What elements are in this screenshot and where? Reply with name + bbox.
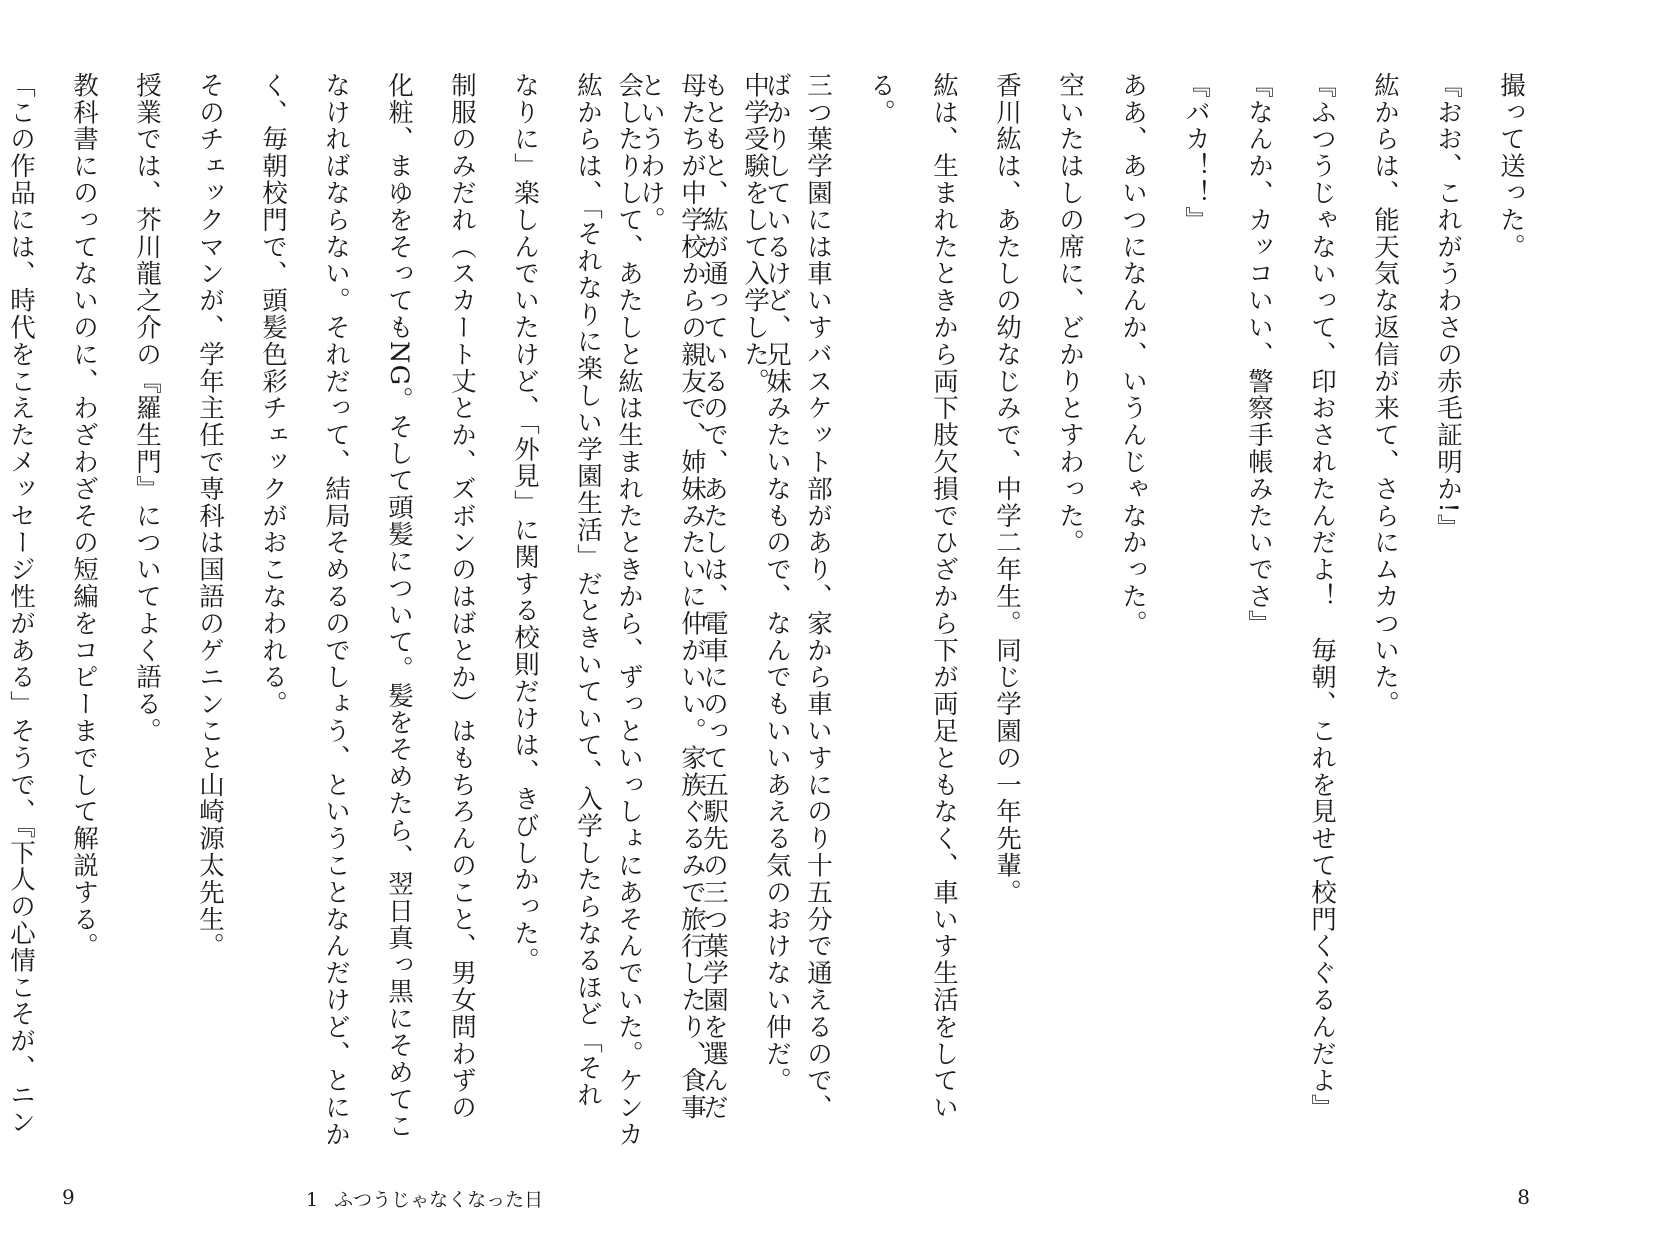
text-line: 化粧、まゆをそってもNG。そして頭髪について。髪をそめたら、翌日真っ黒にそめてこ xyxy=(384,72,414,1140)
text-line: 撮って送った。 xyxy=(1496,72,1526,261)
text-line: ああ、あいつになんか、いうんじゃなかった。 xyxy=(1118,72,1148,637)
text-line: そのチェックマンが、学年主任で専科は国語のゲニンこと山崎源太先生。 xyxy=(195,72,225,960)
chapter-number: 1 xyxy=(306,1189,319,1211)
text-line: 紘は、生まれたときから両下肢欠損でひざから下が両足ともなく、車いす生活をしてい xyxy=(929,72,959,1122)
left-page-text xyxy=(6,72,808,1148)
text-line: 授業では、芥川龍之介の『羅生門』についてよく語る。 xyxy=(132,72,162,745)
text-line: 『おお、これがうわさの赤毛証明か!』 xyxy=(1433,72,1463,541)
text-line: く、毎朝校門で、頭髪色彩チェックがおこなわれる。 xyxy=(258,72,288,718)
page-number-right: 8 xyxy=(1517,1185,1530,1209)
chapter-running-header xyxy=(306,1185,559,1212)
text-line: 紘からは、能天気な返信が来て、さらにムカついた。 xyxy=(1370,72,1400,718)
text-line: なりに」楽しんでいたけど、「外見」に関する校則だけは、きびしかった。 xyxy=(510,72,540,974)
text-line: 制服のみだれ（スカート丈とか、ズボンのはばとか）はもちろんのこと、男女問わずの xyxy=(447,72,477,1122)
text-line: なければならない。それだって、結局そめるのでしょう、ということなんだけど、とにか xyxy=(321,72,351,1148)
text-line: 「この作品には、時代をこえたメッセージ性がある」そうで、『下人の心情こそが、ニン xyxy=(6,72,36,1136)
text-line: 三つ葉学園には車いすバスケット部があり、家から車いすにのり十五分で通えるので、 xyxy=(803,72,833,1122)
text-line: 会したりして、あたしと紘は生まれたときから、ずっといっしょにあそんでいた。ケンカ xyxy=(614,72,644,1148)
text-line: 『ふつうじゃないって、印おされたんだよ！ 毎朝、これを見せて校門くぐるんだよ』 xyxy=(1307,72,1337,1122)
text-line: もともと、紘が通っているので、あたしは、電車にのって五駅先の三つ葉学園を選んだ xyxy=(699,72,729,1122)
text-line: る。 xyxy=(866,72,896,126)
page-number-left: 9 xyxy=(62,1185,75,1209)
text-line: 紘からは、「それなりに楽しい学園生活」だときいていて、入学したらなるほど「それ xyxy=(573,72,603,1109)
text-line: 『なんか、カッコいい、警察手帳みたいでさ』 xyxy=(1244,72,1274,637)
text-line: 『バカ！！』 xyxy=(1181,72,1211,234)
text-line: というわけ。 xyxy=(636,72,666,234)
text-line: ばかりしているけど、兄妹みたいなもので、なんでもいいあえる気のおけない仲だ。 xyxy=(762,72,792,1095)
text-line: 香川紘は、あたしの幼なじみで、中学二年生。同じ学園の一年先輩。 xyxy=(992,72,1022,906)
text-line: 教科書にのってないのに、わざわざその短編をコピーまでして解説する。 xyxy=(69,72,99,960)
text-line: 空いたはしの席に、どかりとすわった。 xyxy=(1055,72,1085,557)
chapter-title: ふつうじゃなくなった日 xyxy=(334,1189,544,1211)
text-line: 中学受験をして入学した。 xyxy=(740,72,770,395)
text-line: 母たちが中学校からの親友で、姉妹みたいに仲がいい。家族ぐるみで旅行したり、食事 xyxy=(677,72,707,1122)
